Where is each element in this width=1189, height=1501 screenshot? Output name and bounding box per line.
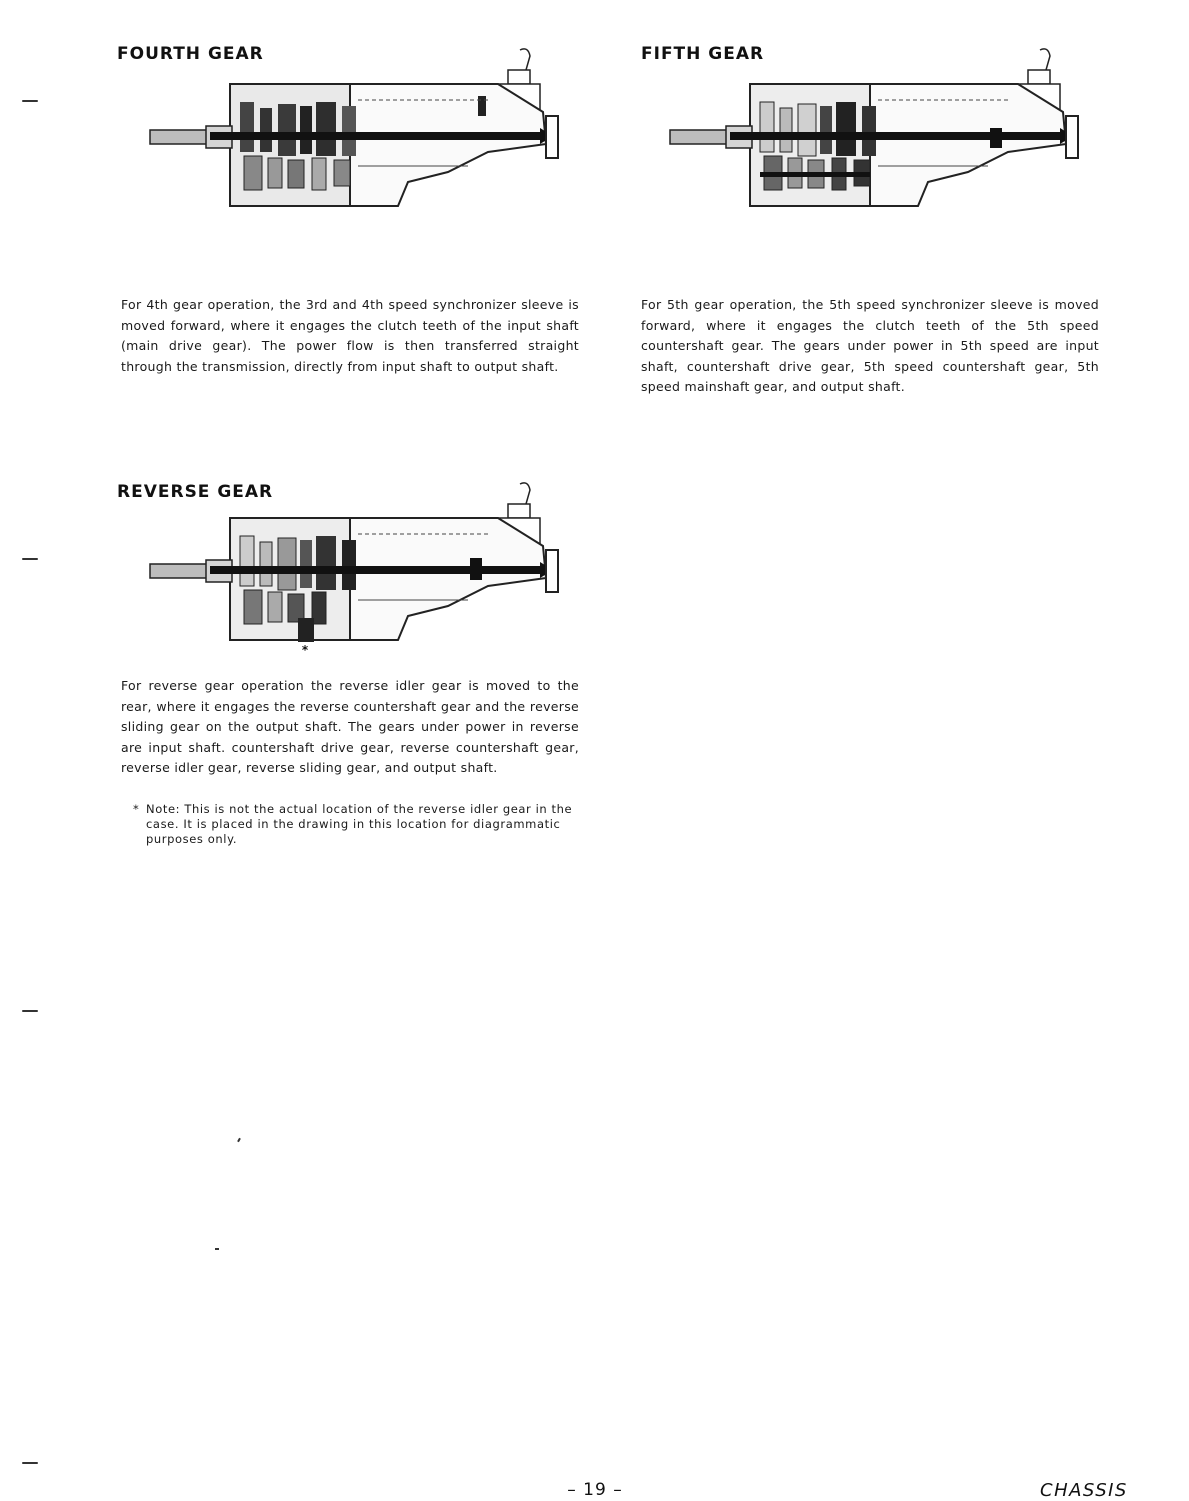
svg-text:*: * (301, 643, 309, 657)
margin-mark (22, 1462, 38, 1464)
footnote-asterisk: * (133, 802, 140, 816)
fourth-gear-heading: FOURTH GEAR (117, 44, 264, 64)
reverse-gear-heading: REVERSE GEAR (117, 482, 274, 502)
scan-speck (237, 1138, 241, 1142)
page-number: – 19 – (567, 1480, 623, 1500)
fourth-gear-description: For 4th gear operation, the 3rd and 4th speed synchronizer sleeve is moved forward, where it engages the clutch teeth of the input shaft (main drive gear). The power flow is then transferred straight through the transmission, directly from input shaft to output shaft. (121, 297, 579, 374)
reverse-gear-transmission-diagram (148, 478, 568, 657)
margin-mark (22, 558, 38, 560)
fifth-gear-description: For 5th gear operation, the 5th speed synchronizer sleeve is moved forward, where it engages the clutch teeth of the 5th speed countershaft gear. The gears under power in 5th speed are input shaft, countershaft drive gear, 5th speed countershaft gear, 5th speed mainshaft gear, and output shaft. (641, 297, 1099, 394)
scan-speck (215, 1248, 219, 1250)
margin-mark (22, 1010, 38, 1012)
reverse-gear-description: For reverse gear operation the reverse idler gear is moved to the rear, where it engages the reverse countershaft gear and the reverse sliding gear on the output shaft. The gears under power in reverse are input shaft. countershaft drive gear, reverse countershaft gear, reverse idler gear, reverse sliding gear, and output shaft. (121, 678, 579, 775)
footnote-text: Note: This is not the actual location of the reverse idler gear in the case. It is placed in the drawing in this location for diagrammatic purposes only. (146, 802, 573, 846)
fifth-gear-heading: FIFTH GEAR (641, 44, 765, 64)
reverse-gear-footnote (133, 802, 580, 847)
margin-mark (22, 100, 38, 102)
fourth-gear-transmission-diagram (148, 44, 568, 214)
section-name: CHASSIS (1040, 1480, 1128, 1501)
fifth-gear-transmission-diagram (668, 44, 1088, 214)
